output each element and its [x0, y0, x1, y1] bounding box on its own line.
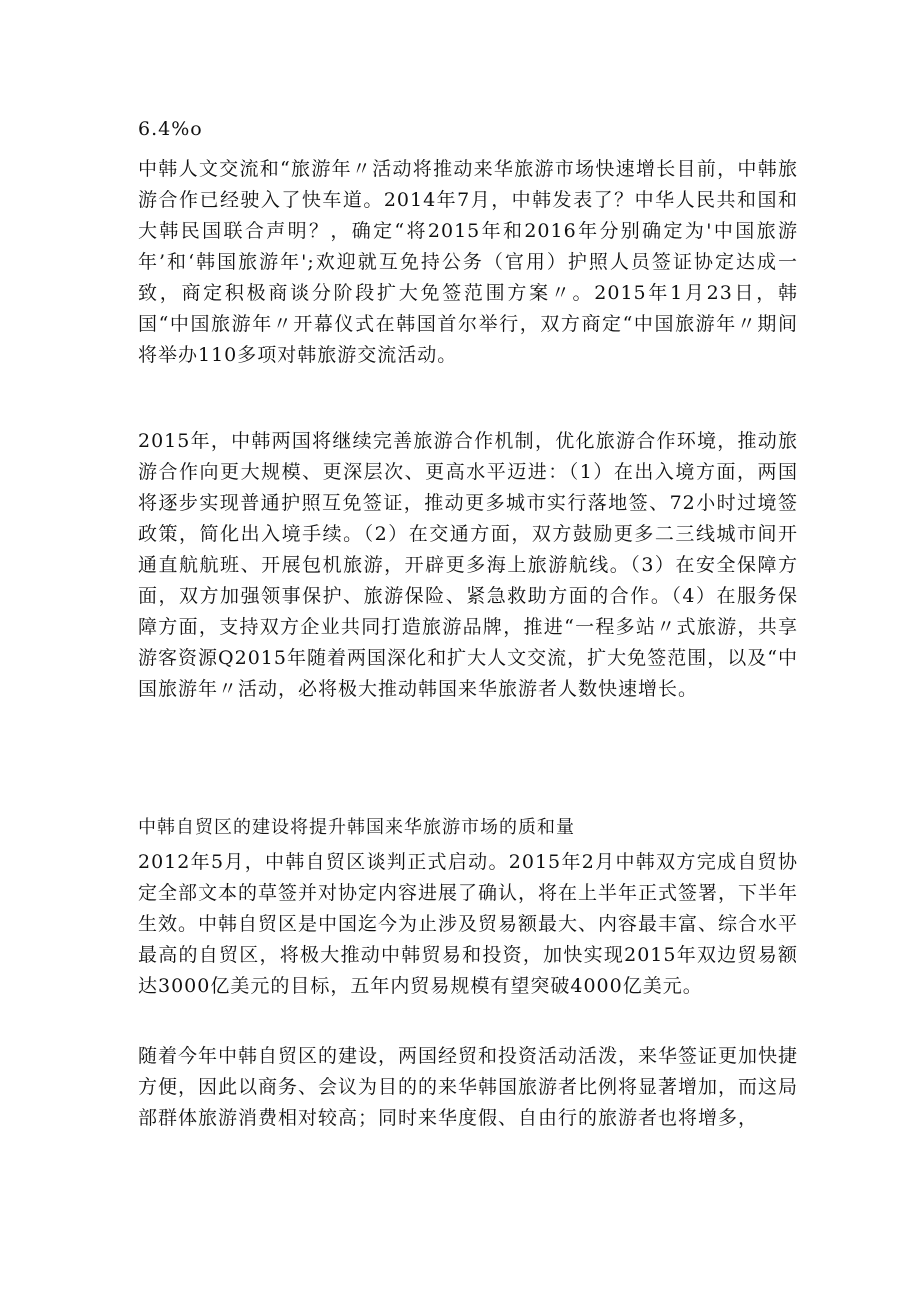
paragraph-fta-impact: 随着今年中韩自贸区的建设，两国经贸和投资活动活泼，来华签证更加快捷方便，因此以商务、会议为目的的来华韩国旅游者比例将显著增加，而这局部群体旅游消费相对较高；同时来华度假、自由行的旅游者也将增多， — [138, 1045, 799, 1129]
paragraph-cooperation-2015: 2015年，中韩两国将继续完善旅游合作机制，优化旅游合作环境，推动旅游合作向更大规模、更深层次、更高水平迈进：（1）在出入境方面，两国将逐步实现普通护照互免签证，推动更多城市实行落地签、72小时过境签政策，简化出入境手续。（2）在交通方面，双方鼓励更多二三线城市间开通直航航班、开展包机旅游，开辟更多海上旅游航线。（3）在安全保障方面，双方加强领事保护、旅游保险、紧急救助方面的合作。（4）在服务保障方面，支持双方企业共同打造旅游品牌，推进“一程多站〃式旅游，共享游客资源Q2015年随着两国深化和扩大人文交流，扩大免签范围，以及“中国旅游年〃活动，必将极大推动韩国来华旅游者人数快速增长。 — [138, 430, 798, 700]
paragraph-cultural-exchange: 中韩人文交流和“旅游年〃活动将推动来华旅游市场快速增长目前，中韩旅游合作已经驶入了快车道。2014年7月，中韩发表了？中华人民共和国和大韩民国联合声明？，确定“将2015年和2016年分别确定为'中国旅游年’和‘韩国旅游年';欢迎就互免持公务（官用）护照人员签证协定达成一致，商定积极商谈分阶段扩大免签范围方案〃。2015年1月23日，韩国“中国旅游年〃开幕仪式在韩国首尔举行，双方商定“中国旅游年〃期间将举办110多项对韩旅游交流活动。 — [138, 158, 798, 366]
section-heading-fta: 中韩自贸区的建设将提升韩国来华旅游市场的质和量 — [138, 817, 575, 838]
paragraph-fta-negotiation: 2012年5月，中韩自贸区谈判正式启动。2015年2月中韩双方完成自贸协定全部文本的草签并对协定内容进展了确认，将在上半年正式签署，下半年生效。中韩自贸区是中国迄今为止涉及贸易额最大、内容最丰富、综合水平最高的自贸区，将极大推动中韩贸易和投资，加快实现2015年双边贸易额达3000亿美元的目标，五年内贸易规模有望突破4000亿美元。 — [138, 851, 799, 997]
paragraph-percentage: 6.4%o — [138, 118, 203, 140]
